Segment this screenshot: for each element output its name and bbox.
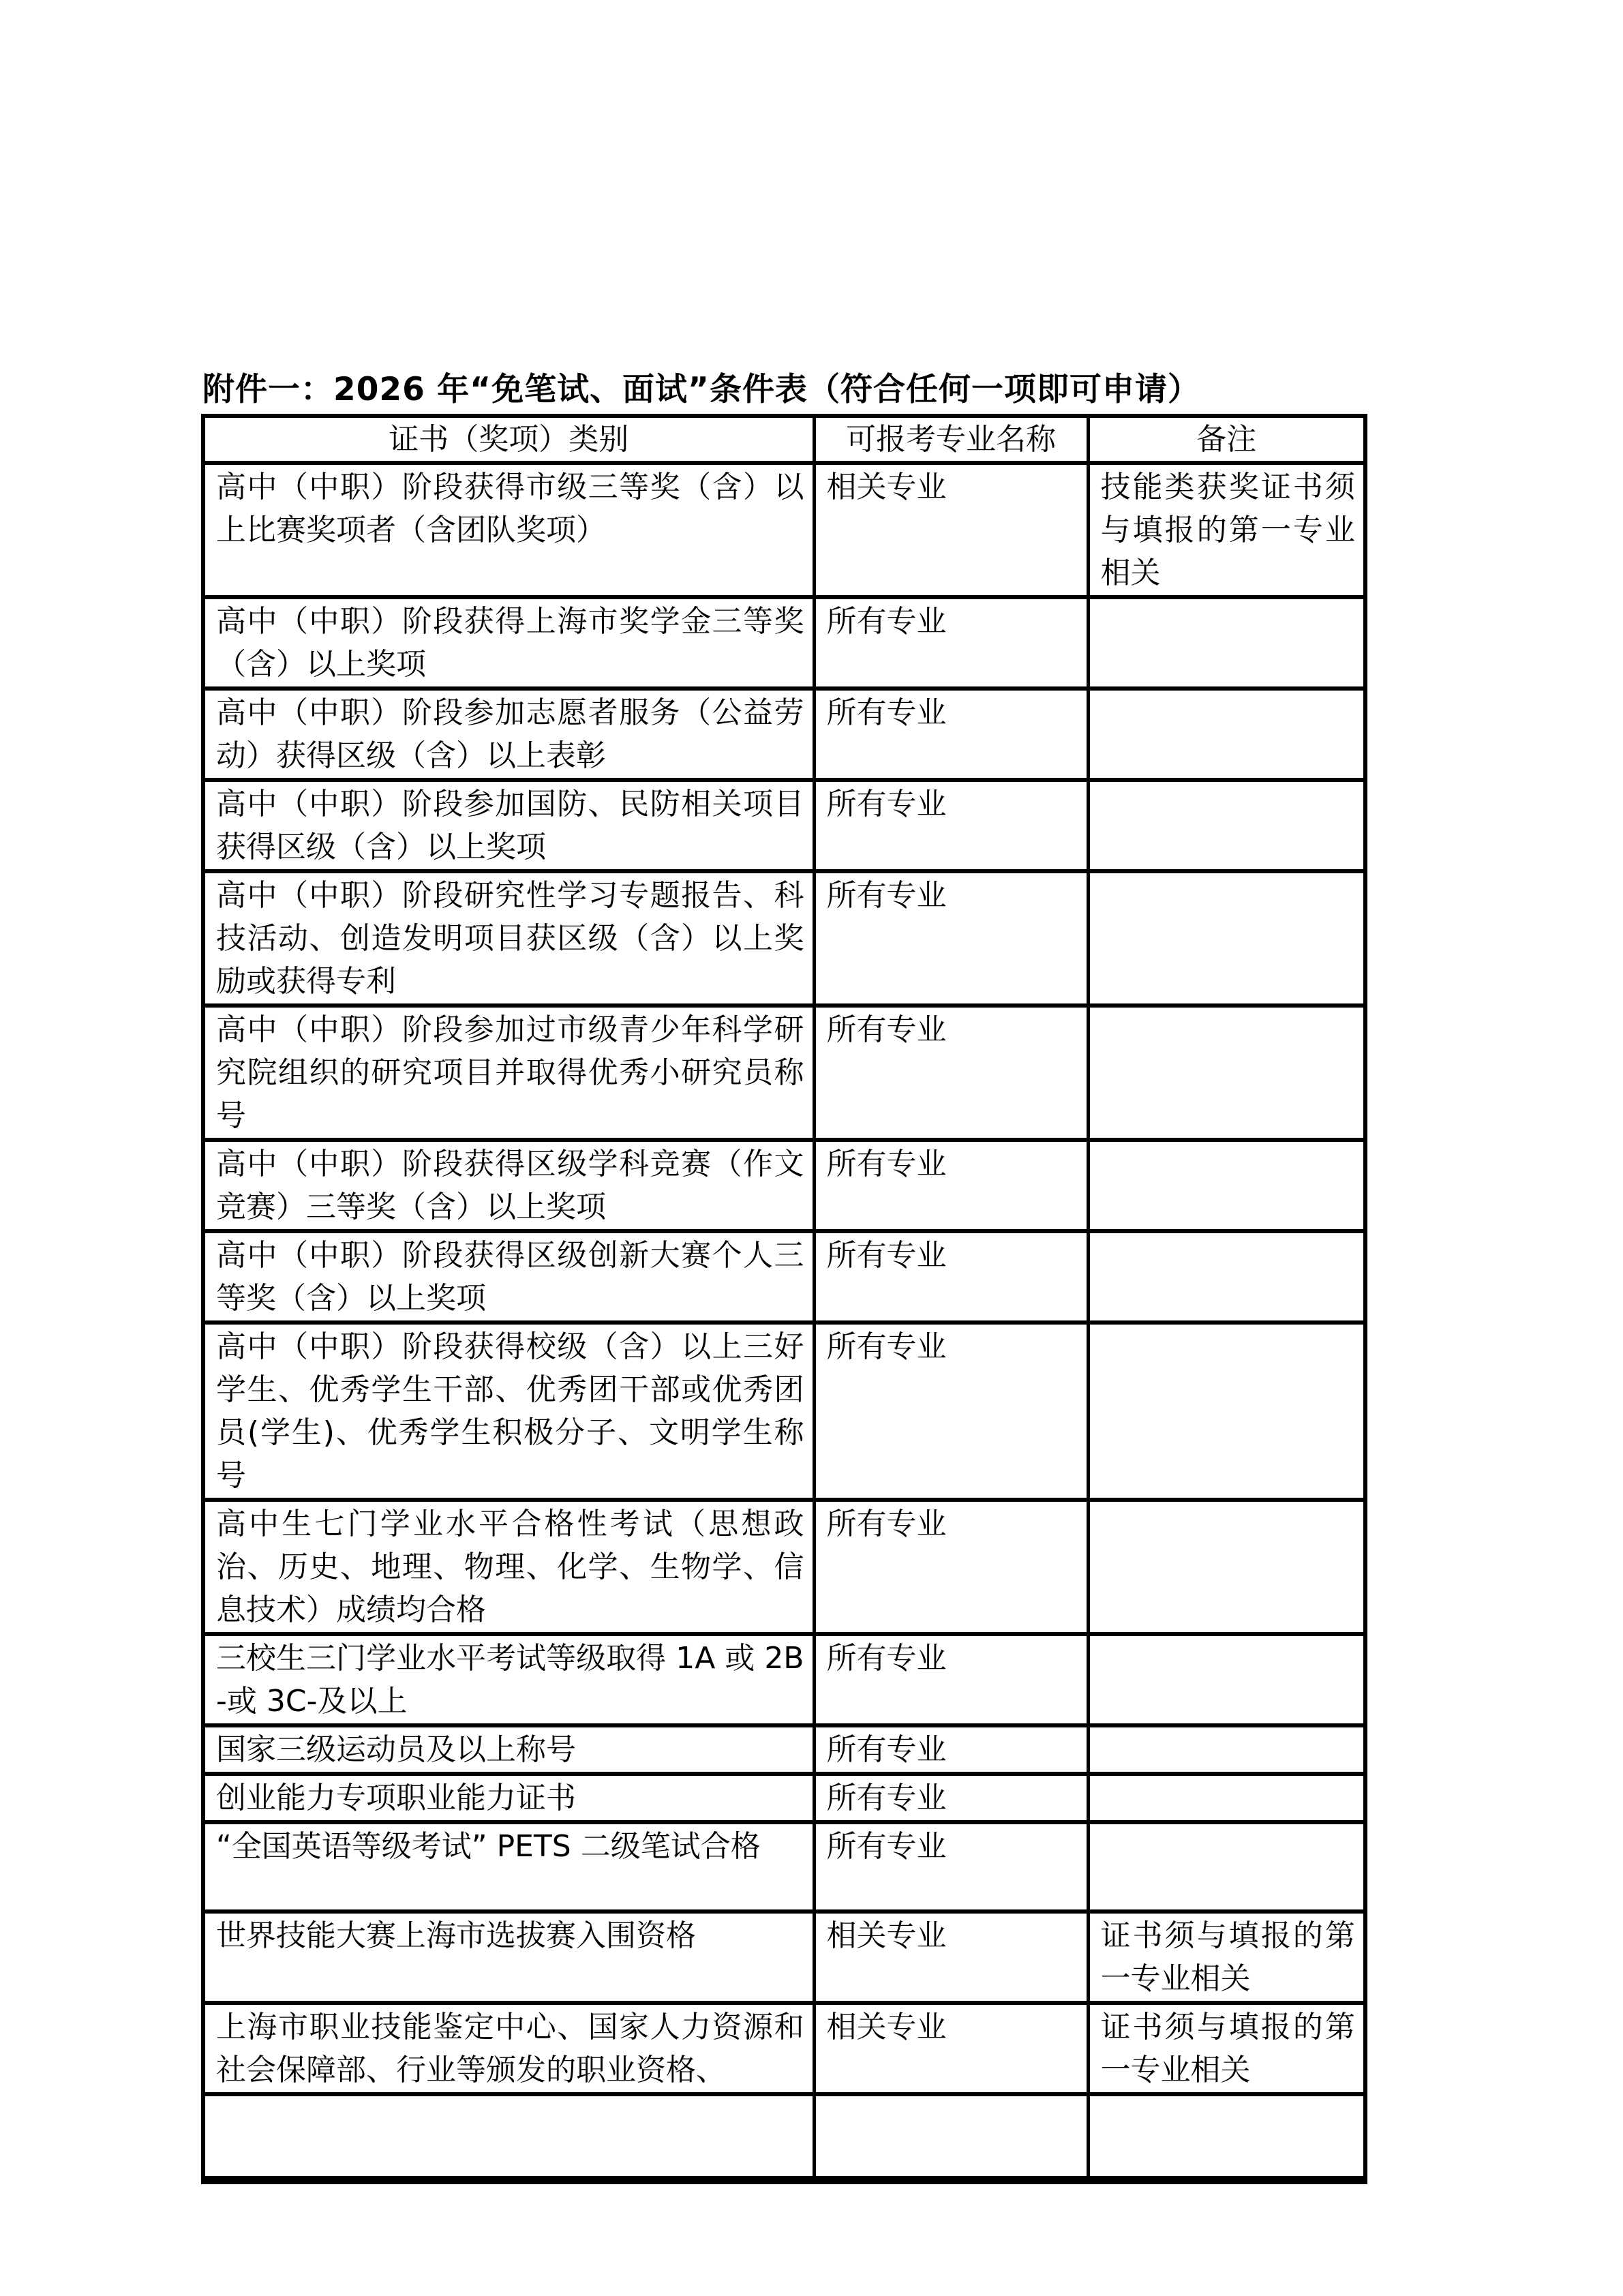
cell-majors: 所有专业 — [814, 780, 1088, 871]
cell-note — [1088, 597, 1365, 689]
table-row — [203, 689, 1365, 780]
cell-majors: 所有专业 — [814, 597, 1088, 689]
cell-majors: 相关专业 — [814, 2003, 1088, 2094]
cell-majors: 所有专业 — [814, 1725, 1088, 1774]
table-row — [203, 780, 1365, 871]
cell-majors: 相关专业 — [814, 463, 1088, 597]
table-header-row — [203, 416, 1365, 463]
cell-note — [1088, 2094, 1365, 2180]
cell-majors: 所有专业 — [814, 1231, 1088, 1323]
cell-category — [203, 2094, 814, 2180]
cell-note — [1088, 689, 1365, 780]
table-row — [203, 1140, 1365, 1231]
header-remarks: 备注 — [1088, 416, 1365, 463]
cell-majors: 所有专业 — [814, 689, 1088, 780]
cell-category: 高中生七门学业水平合格性考试（思想政治、历史、地理、物理、化学、生物学、信息技术）成绩均合格 — [203, 1500, 814, 1634]
cell-majors: 所有专业 — [814, 1822, 1088, 1912]
cell-note: 技能类获奖证书须与填报的第一专业相关 — [1088, 463, 1365, 597]
cell-category: 高中（中职）阶段研究性学习专题报告、科技活动、创造发明项目获区级（含）以上奖励或获得专利 — [203, 871, 814, 1006]
cell-majors: 所有专业 — [814, 871, 1088, 1006]
table-row — [203, 1822, 1365, 1912]
cell-category: 国家三级运动员及以上称号 — [203, 1725, 814, 1774]
cell-category: 高中（中职）阶段获得校级（含）以上三好学生、优秀学生干部、优秀团干部或优秀团员(学生)、优秀学生积极分子、文明学生称号 — [203, 1323, 814, 1500]
table-row — [203, 2094, 1365, 2180]
cell-category: 创业能力专项职业能力证书 — [203, 1774, 814, 1822]
cell-note: 证书须与填报的第一专业相关 — [1088, 1912, 1365, 2003]
cell-note — [1088, 1822, 1365, 1912]
page-title: 附件一：2026 年“免笔试、面试”条件表（符合任何一项即可申请） — [202, 371, 1200, 408]
cell-category: 高中（中职）阶段参加志愿者服务（公益劳动）获得区级（含）以上表彰 — [203, 689, 814, 780]
cell-note — [1088, 1231, 1365, 1323]
table-row — [203, 597, 1365, 689]
cell-majors: 相关专业 — [814, 1912, 1088, 2003]
cell-note — [1088, 780, 1365, 871]
cell-note — [1088, 1323, 1365, 1500]
cell-note — [1088, 1725, 1365, 1774]
table-row — [203, 1323, 1365, 1500]
cell-majors: 所有专业 — [814, 1006, 1088, 1140]
table-row — [203, 1500, 1365, 1634]
cell-note — [1088, 871, 1365, 1006]
cell-note — [1088, 1140, 1365, 1231]
cell-majors: 所有专业 — [814, 1500, 1088, 1634]
cell-category: 高中（中职）阶段获得区级创新大赛个人三等奖（含）以上奖项 — [203, 1231, 814, 1323]
cell-category: 高中（中职）阶段获得区级学科竞赛（作文竞赛）三等奖（含）以上奖项 — [203, 1140, 814, 1231]
cell-category: “全国英语等级考试” PETS 二级笔试合格 — [203, 1822, 814, 1912]
cell-category: 高中（中职）阶段参加过市级青少年科学研究院组织的研究项目并取得优秀小研究员称号 — [203, 1006, 814, 1140]
cell-note — [1088, 1774, 1365, 1822]
table-row — [203, 1774, 1365, 1822]
cell-category: 世界技能大赛上海市选拔赛入围资格 — [203, 1912, 814, 2003]
header-eligible-majors: 可报考专业名称 — [814, 416, 1088, 463]
table-row — [203, 1006, 1365, 1140]
cell-category: 高中（中职）阶段获得市级三等奖（含）以上比赛奖项者（含团队奖项） — [203, 463, 814, 597]
table-row — [203, 1912, 1365, 2003]
cell-category: 高中（中职）阶段参加国防、民防相关项目获得区级（含）以上奖项 — [203, 780, 814, 871]
cell-category: 高中（中职）阶段获得上海市奖学金三等奖（含）以上奖项 — [203, 597, 814, 689]
cell-note: 证书须与填报的第一专业相关 — [1088, 2003, 1365, 2094]
cell-majors — [814, 2094, 1088, 2180]
conditions-table — [201, 414, 1367, 2184]
cell-majors: 所有专业 — [814, 1323, 1088, 1500]
cell-note — [1088, 1500, 1365, 1634]
table-row — [203, 463, 1365, 597]
cell-category: 上海市职业技能鉴定中心、国家人力资源和社会保障部、行业等颁发的职业资格、 — [203, 2003, 814, 2094]
cell-category: 三校生三门学业水平考试等级取得 1A 或 2B-或 3C-及以上 — [203, 1634, 814, 1725]
cell-note — [1088, 1634, 1365, 1725]
table-row — [203, 1725, 1365, 1774]
table-row — [203, 2003, 1365, 2094]
cell-note — [1088, 1006, 1365, 1140]
table-row — [203, 1231, 1365, 1323]
table-row — [203, 1634, 1365, 1725]
cell-majors: 所有专业 — [814, 1774, 1088, 1822]
header-certificate-category: 证书（奖项）类别 — [203, 416, 814, 463]
cell-majors: 所有专业 — [814, 1634, 1088, 1725]
cell-majors: 所有专业 — [814, 1140, 1088, 1231]
table-row — [203, 871, 1365, 1006]
